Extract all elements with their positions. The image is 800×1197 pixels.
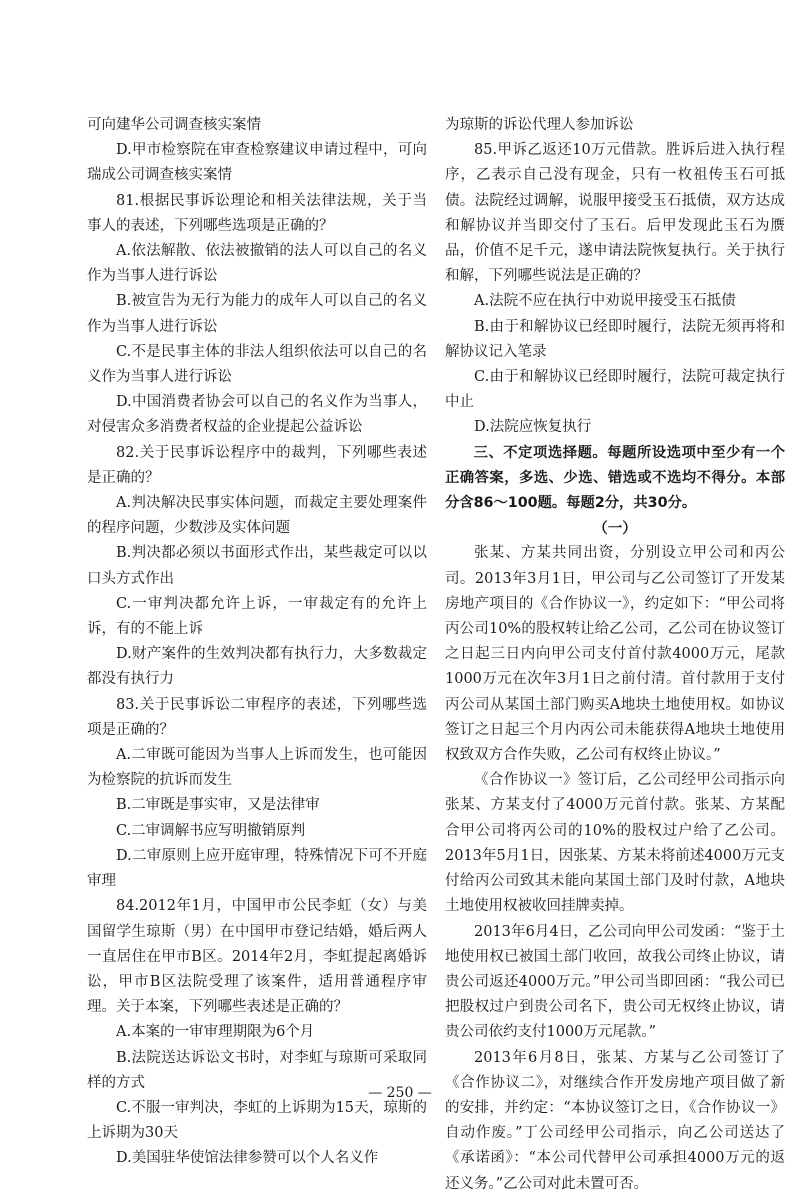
paragraph: D.二审原则上应开庭审理，特殊情况下可不开庭审理 [87,847,427,890]
paragraph: C.由于和解协议已经即时履行，法院可裁定执行中止 [445,369,785,411]
paragraph: 82.关于民事诉讼程序中的裁判，下列哪些表述是正确的？ [87,444,427,486]
page-number: — 250 — [368,1085,432,1101]
paragraph: B.法院送达诉讼文书时，对李虹与琼斯可采取同样的方式 [87,1049,427,1091]
paragraph: 可向建华公司调查核实案情 [87,117,261,133]
paragraph: B.二审既是事实审，又是法律审 [116,797,320,814]
paragraph: 85.甲诉乙返还10万元借款。胜诉后进入执行程序，乙表示自己没有现金，只有一枚祖传玉石可抵债。法院经过调解，说服甲接受玉石抵债，双方达成和解协议并当即交付了玉石。后甲发现此玉石为赝品，价值不足千元，遂申请法院恢复执行。关于执行和解，下列哪些说法是正确的？ [445,142,785,285]
paragraph: A.依法解散、依法被撤销的法人可以自己的名义作为当事人进行诉讼 [87,243,427,285]
paragraph: 2013年6月8日，张某、方某与乙公司签订了《合作协议二》，对继续合作开发房地产项目做了新的安排，并约定：“本协议签订之日，《合作协议一》自动作废。”丁公司经甲公司指示，向乙公司送达了《承诺函》：“本公司代替甲公司承担4000万元的返还义务。”乙公司对此未置可否。 [445,1049,785,1192]
paragraph: 为琼斯的诉讼代理人参加诉讼 [445,117,634,133]
paragraph: D.中国消费者协会可以自己的名义作为当事人，对侵害众多消费者权益的企业提起公益诉讼 [87,394,427,436]
paragraph: D.美国驻华使馆法律参赞可以个人名义作 [116,1150,379,1167]
paragraph: D.甲市检察院在审查检察建议申请过程中，可向瑞成公司调查核实案情 [87,142,427,184]
paragraph: A.本案的一审审理期限为6个月 [116,1024,315,1041]
paragraph: B.判决都必须以书面形式作出，某些裁定可以以口头方式作出 [87,545,427,587]
paragraph: 81.根据民事诉讼理论和相关法律法规，关于当事人的表述，下列哪些选项是正确的？ [87,192,427,234]
paragraph: A.判决解决民事实体问题，而裁定主要处理案件的程序问题，少数涉及实体问题 [87,495,427,537]
section-heading: （一） [593,520,637,538]
paragraph: D.法院应恢复执行 [474,419,592,436]
paragraph: B.由于和解协议已经即时履行，法院无须再将和解协议记入笔录 [445,318,785,360]
paragraph: C.不是民事主体的非法人组织依法可以自己的名义作为当事人进行诉讼 [87,343,427,386]
right-column [445,113,785,1197]
paragraph: 《合作协议一》签订后，乙公司经甲公司指示向张某、方某支付了4000万元首付款。张某、方某配合甲公司将丙公司的10%的股权过户给了乙公司。2013年5月1日，因张某、方某未将前述4000万元支付给丙公司致其未能向某国土部门及时付款，A地块土地使用权被收回挂牌卖掉。 [445,772,785,915]
paragraph: C.不服一审判决，李虹的上诉期为15天，琼斯的上诉期为30天 [87,1099,427,1142]
paragraph: C.一审判决都允许上诉，一审裁定有的允许上诉，有的不能上诉 [87,595,427,638]
paragraph: A.二审既可能因为当事人上诉而发生，也可能因为检察院的抗诉而发生 [87,747,427,789]
paragraph: C.二审调解书应写明撤销原判 [116,822,306,839]
paragraph: 张某、方某共同出资，分别设立甲公司和丙公司。2013年3月1日，甲公司与乙公司签订了开发某房地产项目的《合作协议一》，约定如下：“甲公司将丙公司10%的股权转让给乙公司，乙公司在协议签订之日起三日内向甲公司支付首付款4000万元，尾款1000万元在次年3月1日之前付清。首付款用于支付丙公司从某国土部门购买A地块土地使用权。如协议签订之日起三个月内丙公司未能获得A地块土地使用权致双方合作失败，乙公司有权终止协议。” [445,545,785,764]
paragraph: 84.2012年1月，中国甲市公民李虹（女）与美国留学生琼斯（男）在中国甲市登记结婚，婚后两人一直居住在甲市B区。2014年2月，李虹提起离婚诉讼，甲市B区法院受理了该案件，适用普通程序审理。关于本案，下列哪些表述是正确的？ [87,898,427,1016]
paragraph: D.财产案件的生效判决都有执行力，大多数裁定都没有执行力 [87,646,427,688]
section-instruction: 三、不定项选择题。每题所设选项中至少有一个正确答案，多选、少选、错选或不选均不得分。本部分含86～100题。每题2分，共30分。 [445,444,785,512]
paragraph: B.被宣告为无行为能力的成年人可以自己的名义作为当事人进行诉讼 [87,293,427,335]
paragraph: 83.关于民事诉讼二审程序的表述，下列哪些选项是正确的？ [87,696,427,738]
paragraph: A.法院不应在执行中劝说甲接受玉石抵债 [474,293,736,310]
paragraph: 2013年6月4日，乙公司向甲公司发函：“鉴于土地使用权已被国土部门收回，故我公司终止协议，请贵公司返还4000万元。”甲公司当即回函：“我公司已把股权过户到贵公司名下，贵公司无权终止协议，请贵公司依约支付1000万元尾款。” [445,923,785,1041]
left-column [87,113,427,1172]
